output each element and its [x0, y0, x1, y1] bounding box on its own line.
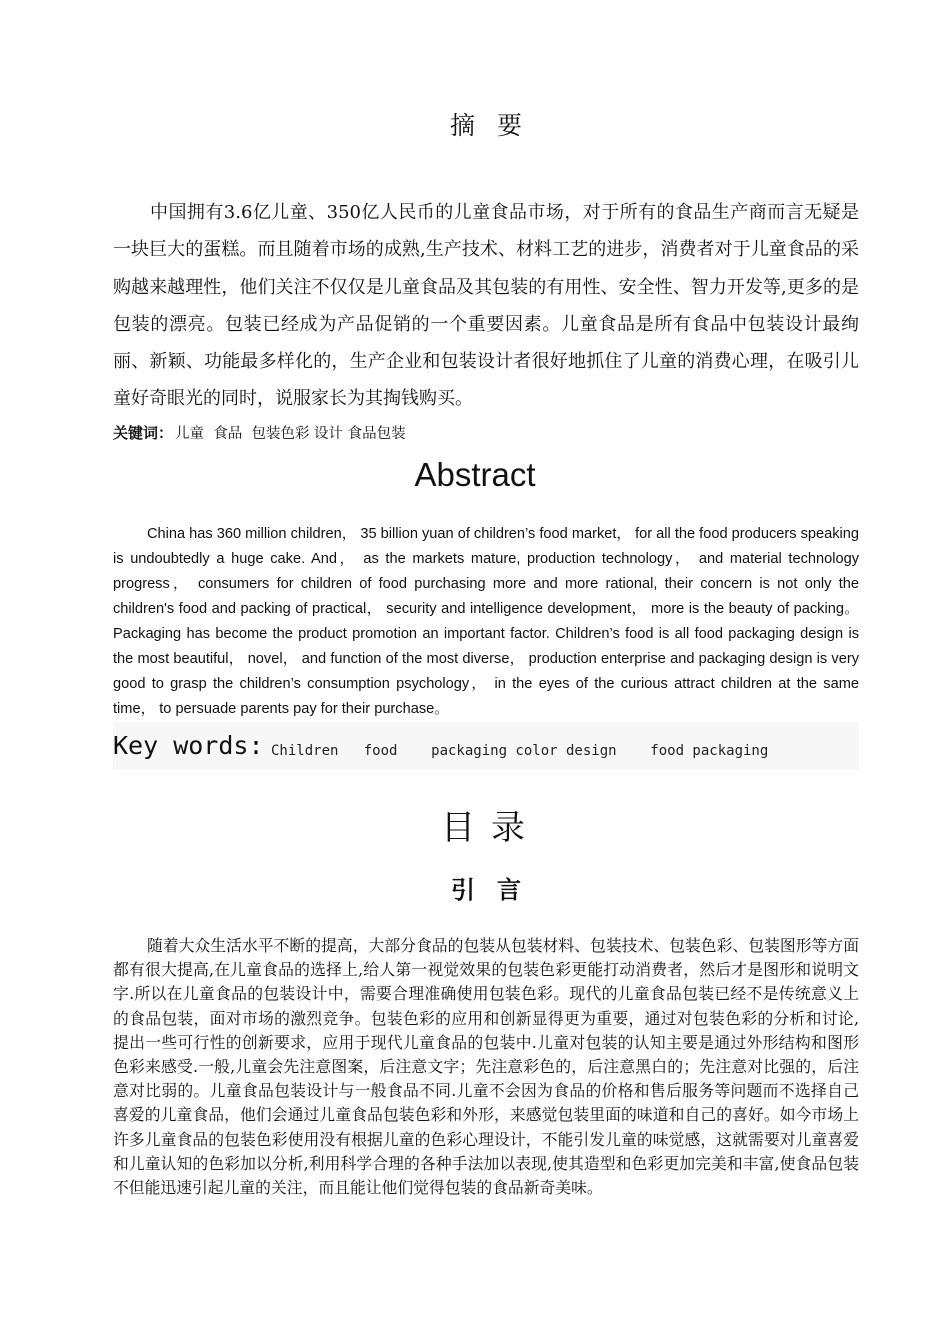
keywords-en-label: Key words: — [113, 731, 264, 760]
toc-title: 目录 — [441, 808, 541, 848]
abstract-title: 摘要 — [449, 111, 544, 140]
abstract-en-body: China has 360 million children， 35 billion yuan of children’s food market， for all the food producers speaking is undoubtedly a huge cake. And， as the markets mature, production technology， and material technology progress， consumers for children of food purchasing more and more rational, their concern is not only the children's food and packing of practical， security and intelligence development， more is the beauty of packing。 Packaging has become the product promotion an important factor. Children’s food is all food packaging design is the most beautiful， novel， and function of the most diverse， production enterprise and packaging design is very good to grasp the children’s consumption psychology， in the eyes of the curious attract children at the same time， to persuade parents pay for their purchase。 — [113, 526, 859, 717]
abstract-body: 中国拥有3.6亿儿童、350亿人民币的儿童食品市场，对于所有的食品生产商而言无疑是一块巨大的蛋糕。而且随着市场的成熟,生产技术、材料工艺的进步，消费者对于儿童食品的采购越来越理性，他们关注不仅仅是儿童食品及其包装的有用性、安全性、智力开发等,更多的是包装的漂亮。包装已经成为产品促销的一个重要因素。儿童食品是所有食品中包装设计最绚丽、新颖、功能最多样化的，生产企业和包装设计者很好地抓住了儿童的消费心理，在吸引儿童好奇眼光的同时，说服家长为其掏钱购买。 — [113, 202, 859, 410]
keywords-cn-value: 儿童 食品 包装色彩 设计 食品包装 — [175, 426, 406, 442]
intro-title: 引言 — [451, 875, 543, 904]
keywords-cn-label: 关键词： — [113, 424, 174, 442]
keywords-en-value: Children food packaging color design food packaging — [271, 743, 769, 759]
intro-body: 随着大众生活水平不断的提高，大部分食品的包装从包装材料、包装技术、包装色彩、包装图形等方面都有很大提高,在儿童食品的选择上,给人第一视觉效果的包装色彩更能打动消费者，然后才是图形和说明文字.所以在儿童食品的包装设计中，需要合理准确使用包装色彩。现代的儿童食品包装已经不是传统意义上的食品包装，面对市场的激烈竞争。包装色彩的应用和创新显得更为重要，通过对包装色彩的分析和讨论,提出一些可行性的创新要求，应用于现代儿童食品的包装中.儿童对包装的认知主要是通过外形结构和图形色彩来感受.一般,儿童会先注意图案，后注意文字；先注意彩色的，后注意黑白的；先注意对比强的，后注意对比弱的。儿童食品包装设计与一般食品不同.儿童不会因为食品的价格和售后服务等问题而不选择自己喜爱的儿童食品，他们会通过儿童食品包装色彩和外形，来感觉包装里面的味道和自己的喜好。如今市场上许多儿童食品的包装色彩使用没有根据儿童的色彩心理设计，不能引发儿童的味觉感，这就需要对儿童喜爱和儿童认知的色彩加以分析,利用科学合理的各种手法加以表现,使其造型和色彩更加完美和丰富,使食品包装不但能迅速引起儿童的关注，而且能让他们觉得包装的食品新奇美味。 — [113, 936, 859, 1198]
abstract-en-title: Abstract — [414, 456, 536, 493]
keywords-en — [113, 722, 859, 770]
keywords-cn — [113, 422, 406, 443]
